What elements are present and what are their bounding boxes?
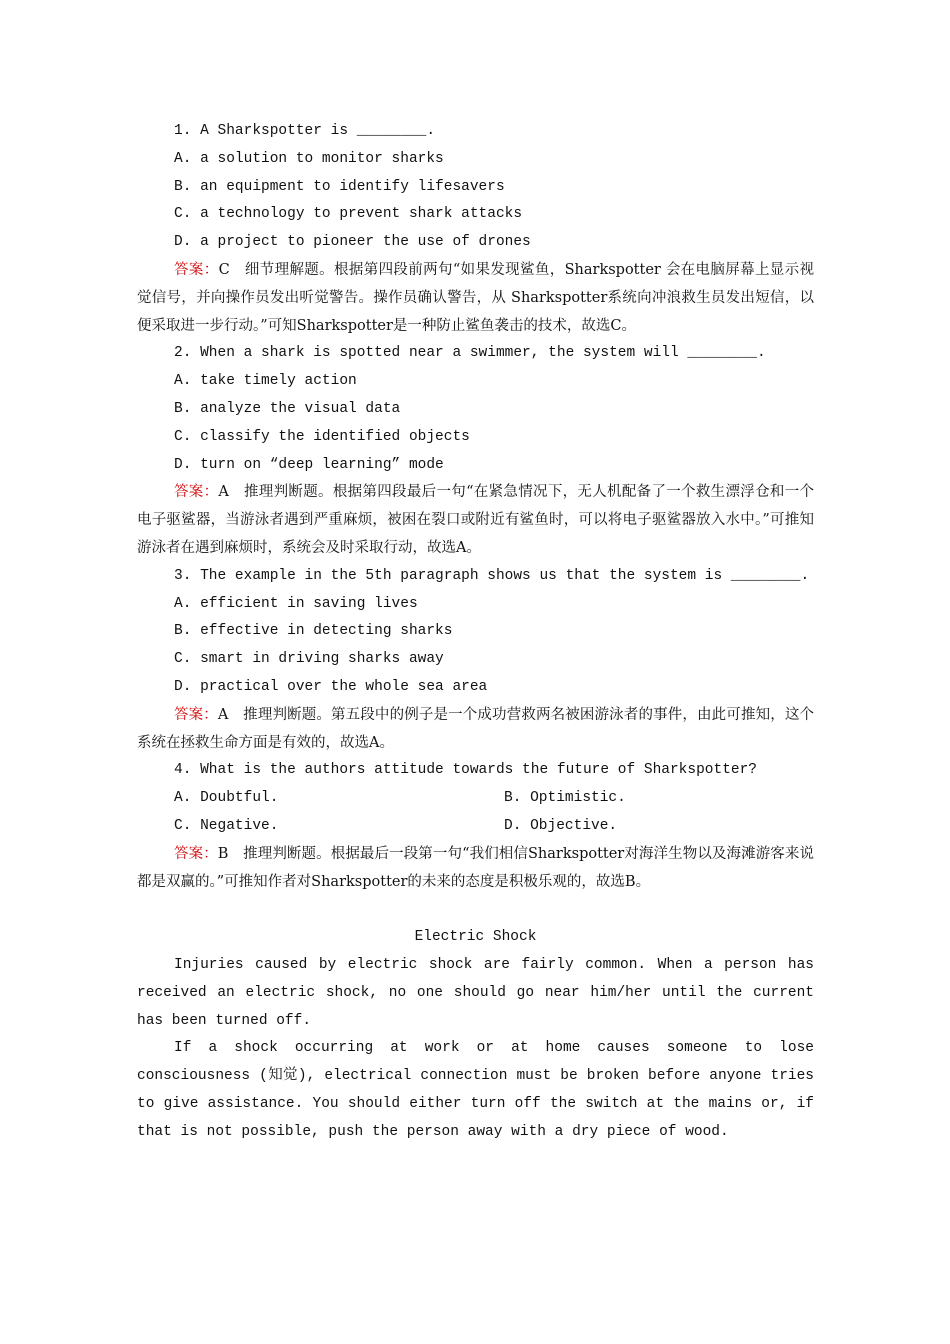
option-a: A. efficient in saving lives xyxy=(174,595,418,612)
option-c: C. classify the identified objects xyxy=(174,428,470,445)
document-page xyxy=(137,118,814,1146)
answer-label: 答案： xyxy=(174,484,219,501)
question-3 xyxy=(137,563,814,758)
option-d: D. Objective. xyxy=(504,817,618,834)
option-c: C. smart in driving sharks away xyxy=(174,651,444,668)
option-d: D. a project to pioneer the use of drones xyxy=(174,234,531,251)
question-stem: 1. A Sharkspotter is ________. xyxy=(174,123,436,139)
question-4 xyxy=(137,757,814,896)
answer-explanation xyxy=(137,841,814,897)
options-row-2 xyxy=(137,813,814,841)
option-d: D. practical over the whole sea area xyxy=(174,678,488,695)
passage-title: Electric Shock xyxy=(414,929,537,946)
answer-label: 答案： xyxy=(174,845,218,862)
answer-text: A 推理判断题。根据第四段最后一句“在紧急情况下，无人机配备了一个救生漂浮仓和一个电子驱鲨器，当游泳者遇到严重麻烦，被困在裂口或附近有鲨鱼时，可以将电子驱鲨器放入水中。”可推知游泳者在遇到麻烦时，系统会及时采取行动，故选A。 xyxy=(137,484,814,556)
option-b: B. effective in detecting sharks xyxy=(174,623,453,640)
option-b: B. analyze the visual data xyxy=(174,400,401,417)
question-1 xyxy=(137,118,814,340)
passage-paragraph-1: Injuries caused by electric shock are fairly common. When a person has received an electric shock, no one should go near him/her until the current has been turned off. xyxy=(137,956,814,1029)
option-d: D. turn on “deep learning” mode xyxy=(174,456,444,473)
spacer xyxy=(137,896,814,924)
answer-text: B 推理判断题。根据最后一段第一句“我们相信Sharkspotter对海洋生物以及海滩游客来说都是双赢的。”可推知作者对Sharkspotter的未来的态度是积极乐观的，故选B。 xyxy=(137,845,814,890)
answer-explanation xyxy=(137,702,814,758)
question-stem: 4. What is the authors attitude towards the future of Sharkspotter? xyxy=(174,762,757,779)
option-a: A. a solution to monitor sharks xyxy=(174,150,444,167)
option-a: A. take timely action xyxy=(174,373,357,390)
option-a: A. Doubtful. xyxy=(174,790,279,807)
answer-label: 答案： xyxy=(174,261,219,278)
answer-text: C 细节理解题。根据第四段前两句“如果发现鲨鱼，Sharkspotter 会在电脑屏幕上显示视觉信号，并向操作员发出听觉警告。操作员确认警告，从 Sharkspotter系统向冲浪救生员发出短信，以便采取进一步行动。”可知Sharkspotter是一种防止鲨鱼袭击的技术，故选C。 xyxy=(137,261,815,334)
question-stem: 3. The example in the 5th paragraph shows us that the system is ________. xyxy=(174,567,810,584)
answer-explanation xyxy=(137,257,814,340)
option-c: C. Negative. xyxy=(174,817,279,834)
option-b: B. an equipment to identify lifesavers xyxy=(174,178,505,195)
options-row-1 xyxy=(137,785,814,813)
answer-text: A 推理判断题。第五段中的例子是一个成功营救两名被困游泳者的事件，由此可推知，这个系统在拯救生命方面是有效的，故选A。 xyxy=(137,706,815,751)
option-c: C. a technology to prevent shark attacks xyxy=(174,206,523,223)
passage-paragraph-2: If a shock occurring at work or at home causes someone to lose consciousness (知觉), electrical connection must be broken before anyone tries to give assistance. You should either turn off the switch at the mains or, if that is not possible, push the person away with a dry piece of wood. xyxy=(137,1040,814,1140)
question-2 xyxy=(137,340,814,562)
question-stem: 2. When a shark is spotted near a swimmer, the system will ________. xyxy=(174,345,766,362)
option-b: B. Optimistic. xyxy=(504,790,626,807)
answer-explanation xyxy=(137,479,814,562)
answer-label: 答案： xyxy=(174,706,218,723)
reading-passage xyxy=(137,924,814,1146)
